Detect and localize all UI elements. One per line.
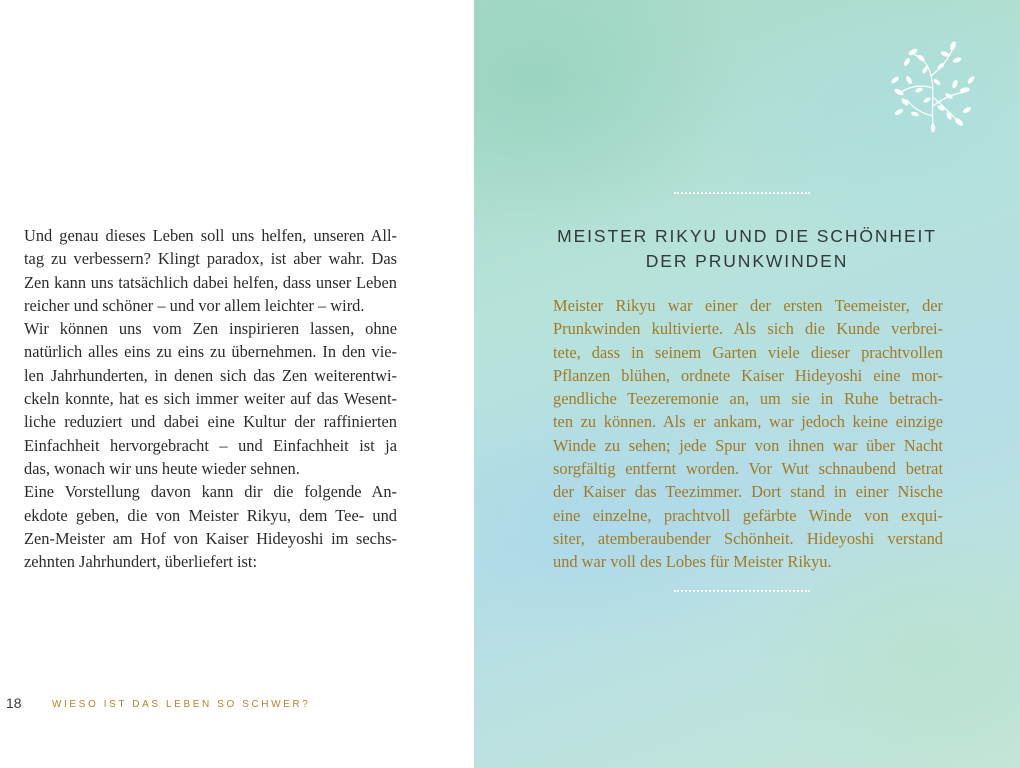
story-line: der Kaiser das Teezimmer. Dort stand in einer Nische: [553, 482, 943, 502]
text-line: Wir können uns vom Zen inspirieren lassen, ohne: [24, 319, 397, 339]
paragraph-1: [8, 224, 397, 317]
dotted-divider-bottom: [674, 590, 810, 592]
heading-line: MEISTER RIKYU UND DIE SCHÖNHEIT: [557, 226, 937, 246]
text-line: tag zu verbessern? Klingt paradox, ist aber wahr. Das: [24, 249, 397, 269]
text-line: liche reduziert und dabei eine Kultur der raffinierten: [24, 412, 397, 432]
text-line: zehnten Jahrhundert, überliefert ist:: [24, 552, 258, 572]
text-line: ekdote geben, die von Meister Rikyu, dem Tee- und: [24, 505, 397, 525]
leaf-circle-icon: [883, 36, 983, 136]
text-line: len Jahrhunderten, in denen sich das Zen weiterentwi-: [24, 365, 397, 385]
text-line: Zen-Meister am Hof von Kaiser Hideyoshi im sechs-: [24, 528, 397, 548]
story-line: sorgfältig entfernt worden. Vor Wut schnaubend betrat: [553, 459, 943, 479]
text-line: reicher und schöner – und vor allem leichter – wird.: [24, 295, 365, 315]
story-line: siter, atemberaubender Schönheit. Hideyoshi verstand: [553, 528, 943, 548]
story-line: Meister Rikyu war einer der ersten Teemeister, der: [553, 296, 943, 315]
text-line: Zen kann uns tatsächlich dabei helfen, dass unser Leben: [24, 272, 397, 292]
text-line: ckeln konnte, hat es sich immer weiter auf das Wesent-: [24, 389, 397, 409]
body-text: [8, 224, 397, 573]
right-page: [474, 0, 1020, 768]
heading-line: DER PRUNKWINDEN: [645, 251, 849, 271]
story-line: tete, dass in seinem Garten viele dieser prachtvollen: [553, 342, 943, 362]
story-line: Prunkwinden kultivierte. Als sich die Kunde verbrei-: [553, 319, 943, 339]
page-number: 18: [6, 695, 22, 711]
story-line: Winde zu sehen; jede Spur von ihnen war über Nacht: [553, 435, 943, 455]
story-line: gendliche Teezeremonie an, um sie in Ruhe betrach-: [553, 389, 943, 409]
text-line: Einfachheit hervorgebracht – und Einfachheit ist ja: [24, 435, 397, 455]
paragraph-2: [8, 317, 397, 480]
text-line: das, wonach wir uns heute wieder sehnen.: [24, 458, 300, 478]
story-line: ten zu können. Als er ankam, war jedoch keine einzige: [553, 412, 943, 432]
story-line: eine einzelne, prachtvoll gefärbte Winde von exqui-: [553, 505, 943, 525]
section-heading: [514, 224, 980, 274]
paragraph-3: [8, 480, 397, 573]
running-title: WIESO IST DAS LEBEN SO SCHWER?: [52, 699, 311, 710]
story-line: Pflanzen blühen, ordnete Kaiser Hideyoshi eine mor-: [553, 365, 943, 385]
dotted-divider-top: [674, 192, 810, 194]
text-line: Und genau dieses Leben soll uns helfen, unseren All-: [24, 226, 397, 245]
story-text: [553, 294, 943, 574]
left-page: [0, 0, 474, 768]
story-line: und war voll des Lobes für Meister Rikyu.: [553, 552, 832, 572]
text-line: natürlich alles eins zu eins zu übernehmen. In den vie-: [24, 342, 397, 362]
text-line: Eine Vorstellung davon kann dir die folgende An-: [24, 482, 397, 502]
